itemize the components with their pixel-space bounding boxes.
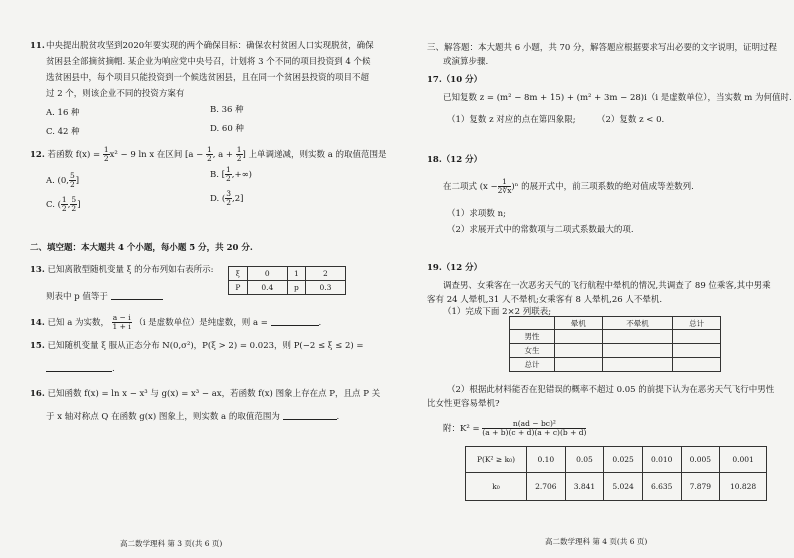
table-cell-input[interactable]: [673, 358, 721, 372]
q18-sub1: （1）求项数 n;: [447, 209, 506, 219]
q19-critical-value-table: P(K² ≥ k₀) 0.10 0.05 0.025 0.010 0.005 0.001 k₀ 2.706 3.841 5.024 6.635 7.879 10.828: [465, 446, 767, 501]
q12-option-d: D. ( $\frac{3}{2}$ ,2]: [210, 189, 244, 207]
q12-stem: [30, 146, 387, 163]
section-3-heading-line2: 或演算步骤.: [443, 57, 489, 67]
chi-square-fraction: $\frac{\text{n(ad − bc)²}}{(a + b)(c + d)(a + c)(b + d)}$: [482, 419, 587, 437]
q11-option-d: D. 60 种: [210, 124, 244, 134]
q16-line2: 于 x 轴对称点 Q 在函数 g(x) 图象上，则实数 a 的取值范围为 .: [46, 412, 340, 422]
q16-line1: 16. 已知函数 f(x) = ln x − x³ 与 g(x) = x³ − ax，若函数 f(x) 图象上存在点 P，且点 P 关: [30, 389, 381, 399]
q12-text1: 若函数: [47, 150, 74, 160]
q12-text2: x² − 9 ln x 在区间 [a −: [109, 150, 204, 160]
fraction-5-2-c: $\frac{5}{2}$: [71, 195, 77, 213]
q16-answer-blank[interactable]: [283, 410, 337, 420]
q13-answer-blank[interactable]: [111, 290, 163, 300]
table-cell-input[interactable]: [673, 344, 721, 358]
q11-line1: 中央提出脱贫攻坚到2020年要实现的两个确保目标：确保农村贫困人口实现脱贫，确保: [46, 41, 374, 51]
q11-line4: 过 2 个，则该企业不同的投资方案有: [46, 89, 185, 99]
q19-line2: 客有 24 人晕机,31 人不晕机;女乘客有 8 人晕机,26 人不晕机.: [427, 295, 663, 305]
q18-sub2: （2）求展开式中的常数项与二项式系数最大的项.: [447, 225, 634, 235]
q13-line2: 则表中 p 值等于: [46, 290, 163, 303]
table-cell-input[interactable]: [555, 344, 603, 358]
q11-option-a: A. 16 种: [46, 108, 80, 118]
q19-sub2-line1: （2）根据此材料能否在犯错误的概率不超过 0.05 的前提下认为在恶劣天气飞行中男性: [447, 385, 775, 395]
q12-option-b: B. [ $\frac{1}{2}$ ,+∞): [210, 165, 252, 183]
q11-line3: 选贫困县中，每个项目只能投资到一个候选贫困县，且在同一个贫困县投资的项目不超: [46, 73, 370, 83]
q19-sub2-line2: 比女性更容易晕机?: [427, 399, 500, 409]
table-cell-input[interactable]: [602, 344, 672, 358]
table-cell-input[interactable]: [555, 358, 603, 372]
q14-line: 14. 已知 a 为实数， $\frac{a - i}{1 + i}$ （i 是虚数单位）是纯虚数，则 a = .: [30, 313, 322, 331]
q12-half-fraction: $\frac{1}{2}$: [103, 145, 109, 163]
q13-line1: 13. 已知离散型随机变量 ξ 的分布列如右表所示:: [30, 265, 214, 275]
q12-text4: ] 上单调递减，则实数 a 的取值范围是: [242, 150, 387, 160]
q17-sub1: （1）复数 z 对应的点在第四象限;: [447, 115, 576, 125]
q15-answer-blank[interactable]: [46, 362, 112, 372]
q14-fraction: $\frac{a - i}{1 + i}$: [112, 313, 131, 331]
footer-page-4: 高二数学理科 第 4 页(共 6 页): [545, 537, 648, 546]
q19-line1: 调查男、女乘客在一次恶劣天气的飞行航程中晕机的情况,共调查了 89 位乘客,其中男乘: [443, 281, 771, 291]
q14-answer-blank[interactable]: [271, 316, 319, 326]
q17-sub2: （2）复数 z < 0.: [597, 115, 665, 125]
section-2-heading: 二、填空题：本大题共 4 个小题，每小题 5 分，共 20 分.: [30, 243, 253, 253]
q12-func: f(x) =: [75, 150, 101, 160]
q19-formula: 附：K² = $\frac{\text{n(ad − bc)²}}{(a + b)(c + d)(a + c)(b + d)}$: [443, 419, 587, 437]
q19-sub1: （1）完成下面 2×2 列联表;: [443, 307, 552, 317]
fraction-3-2: $\frac{3}{2}$: [226, 189, 232, 207]
q12-option-a: A. (0, $\frac{5}{2}$ ]: [46, 171, 80, 189]
fraction-1-2-c: $\frac{1}{2}$: [61, 195, 67, 213]
fraction-1-2: $\frac{1}{2}$: [225, 165, 231, 183]
table-cell-input[interactable]: [555, 330, 603, 344]
q19-header: 19.（12 分）: [427, 263, 483, 273]
q19-contingency-table: 晕机 不晕机 总计 男性 女生 总计: [509, 316, 721, 372]
q13-distribution-table: ξ 0 1 2 P 0.4 p 0.3: [228, 266, 346, 295]
q18-fraction: $\frac{1}{2∜x}$: [497, 177, 512, 195]
q15-answer-line: .: [46, 362, 115, 375]
q11-number: 11.: [30, 41, 45, 51]
table-cell-input[interactable]: [602, 358, 672, 372]
table-cell-input[interactable]: [602, 330, 672, 344]
q15-line: 15. 已知随机变量 ξ 服从正态分布 N(0,σ²)，P(ξ > 2) = 0.023，则 P(−2 ≤ ξ ≤ 2) =: [30, 341, 364, 351]
q12-option-c: C. ( $\frac{1}{2}$ , $\frac{5}{2}$ ]: [46, 195, 81, 213]
page-4: [397, 0, 794, 558]
q11-line2: 贫困县全部摘贫摘帽. 某企业为响应党中央号召，计划将 3 个不同的项目投资到 4 个候: [46, 57, 371, 67]
q18-header: 18.（12 分）: [427, 155, 483, 165]
q11-option-b: B. 36 种: [210, 105, 244, 115]
q11-option-c: C. 42 种: [46, 127, 80, 137]
fraction-5-2: $\frac{5}{2}$: [69, 171, 75, 189]
table-cell-input[interactable]: [673, 330, 721, 344]
q12-number: 12.: [30, 150, 45, 160]
q12-text3: , a +: [212, 150, 234, 160]
q12-half-fraction-2: $\frac{1}{2}$: [206, 145, 212, 163]
q17-text: 已知复数 z = (m² − 8m + 15) + (m² + 3m − 28)i（i 是虚数单位），当实数 m 为何值时.: [443, 93, 792, 103]
section-3-heading-line1: 三、解答题：本大题共 6 小题，共 70 分，解答题应根据要求写出必要的文字说明，证明过程: [427, 43, 778, 53]
q18-text: 在二项式 (x − $\frac{1}{2∜x}$ )ⁿ 的展开式中，前三项系数的绝对值成等差数列.: [443, 177, 694, 195]
footer-page-3: 高二数学理科 第 3 页(共 6 页): [120, 539, 223, 548]
q17-header: 17.（10 分）: [427, 75, 483, 85]
q12-half-fraction-3: $\frac{1}{2}$: [236, 145, 242, 163]
